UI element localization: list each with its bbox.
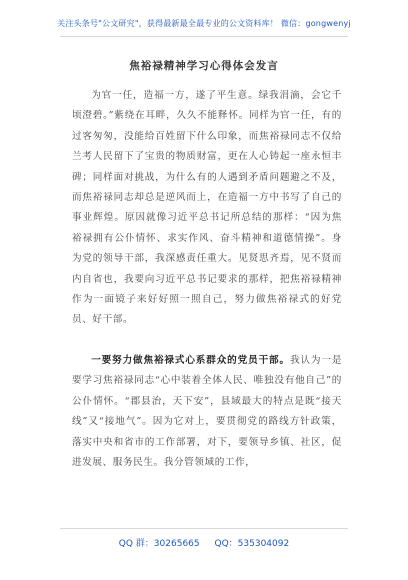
paragraph-1: 为官一任，造福一方，遂了平生意。绿我涓滴，会它千顷澄碧。”紫绕在耳畔，久久不能释怀。同样为官一任，有的过客匆匆，没能给百姓留下什么印象，而焦裕禄同志不仅给兰考人民留下了宝贵的物质财富，更在人心铸起一座永恒丰碑；同样面对挑战，为什么有的人遇到矛盾问题避之不及，而焦裕禄同志却总是逆风而上，在造福一方中书写了自己的事业辉煌。原因就像习近平总书记所总结的那样：“因为焦裕禄拥有公仆情怀、求实作风、奋斗精神和道德情操”。身为党的领导干部，我深感责任重大。见贤思齐焉，见不贤而内自省也，我要向习近平总书记要求的那样，把焦裕禄精神作为一面镜子来好好照一照自己，努力做焦裕禄式的好党员、好干部。 — [72, 90, 342, 326]
paragraph-2-body: 我认为一是要学习焦裕禄同志“心中装着全体人民、唯独没有他自己”的公仆情怀。“郡县治，天下安”，县域最大的特点是既“接天线”又“接地气”。因为它对上，要贯彻党的路线方针政策，落实中央和省市的工作部署，对下，要领导乡镇、社区，促进发展、服务民生。我分管领域的工作， — [72, 354, 343, 468]
footer-qq-group: QQ 群：30265665 — [118, 539, 200, 549]
footer-divider — [60, 528, 348, 529]
paragraph-2 — [72, 351, 342, 473]
header-divider — [60, 36, 348, 37]
footer — [0, 536, 408, 549]
document-title: 焦裕禄精神学习心得体会发言 — [129, 60, 279, 72]
header-banner: 关注头条号"公文研究"，获得最新最全最专业的公文资料库！ 微信：gongwenyj — [57, 19, 351, 28]
paragraph-2-lead: 一要努力做焦裕禄式心系群众的党员干部。 — [91, 354, 290, 366]
document-body — [72, 86, 342, 473]
footer-qq: QQ：535304092 — [214, 539, 290, 549]
